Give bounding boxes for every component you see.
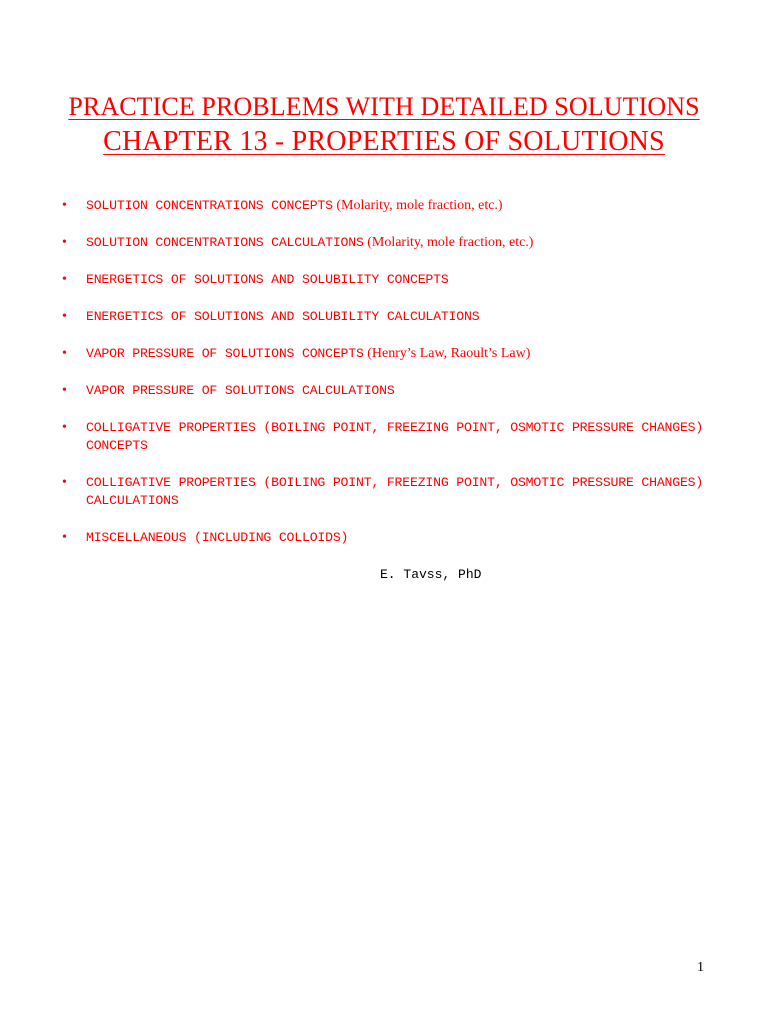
bullet-icon: •	[62, 235, 67, 250]
topic-heading: SOLUTION CONCENTRATIONS CONCEPTS	[86, 198, 333, 213]
topic-heading: VAPOR PRESSURE OF SOLUTIONS CALCULATIONS	[86, 383, 395, 398]
bullet-icon: •	[62, 309, 67, 324]
topic-item	[60, 271, 720, 289]
document-title-line1: PRACTICE PROBLEMS WITH DETAILED SOLUTIONS	[68, 92, 700, 121]
topic-heading: ENERGETICS OF SOLUTIONS AND SOLUBILITY CALCULATIONS	[86, 309, 480, 324]
bullet-icon: •	[62, 198, 67, 213]
bullet-icon: •	[62, 475, 67, 490]
topic-item	[60, 474, 720, 510]
topic-heading: ENERGETICS OF SOLUTIONS AND SOLUBILITY CONCEPTS	[86, 272, 449, 287]
topic-item	[60, 308, 720, 326]
bullet-icon: •	[62, 346, 67, 361]
topic-item	[60, 345, 720, 363]
topic-item	[60, 197, 720, 215]
topic-list	[60, 197, 720, 566]
topic-heading: MISCELLANEOUS (INCLUDING COLLOIDS)	[86, 530, 349, 545]
document-title-line2: CHAPTER 13 - PROPERTIES OF SOLUTIONS	[103, 126, 665, 157]
topic-item	[60, 382, 720, 400]
bullet-icon: •	[62, 383, 67, 398]
topic-heading: COLLIGATIVE PROPERTIES (BOILING POINT, FREEZING POINT, OSMOTIC PRESSURE CHANGES) CALCULATIONS	[86, 475, 704, 508]
topic-note: (Molarity, mole fraction, etc.)	[332, 198, 503, 213]
topic-item	[60, 234, 720, 252]
page-number: 1	[697, 960, 704, 975]
bullet-icon: •	[62, 530, 67, 545]
topic-item	[60, 529, 720, 547]
author-name: E. Tavss, PhD	[380, 567, 482, 582]
topic-note: (Molarity, mole fraction, etc.)	[363, 235, 534, 250]
bullet-icon: •	[62, 420, 67, 435]
topic-heading: SOLUTION CONCENTRATIONS CALCULATIONS	[86, 235, 364, 250]
bullet-icon: •	[62, 272, 67, 287]
topic-heading: COLLIGATIVE PROPERTIES (BOILING POINT, FREEZING POINT, OSMOTIC PRESSURE CHANGES) CONCEPTS	[86, 420, 704, 453]
topic-heading: VAPOR PRESSURE OF SOLUTIONS CONCEPTS	[86, 346, 364, 361]
topic-item	[60, 419, 720, 455]
topic-note: (Henry’s Law, Raoult’s Law)	[363, 346, 531, 361]
